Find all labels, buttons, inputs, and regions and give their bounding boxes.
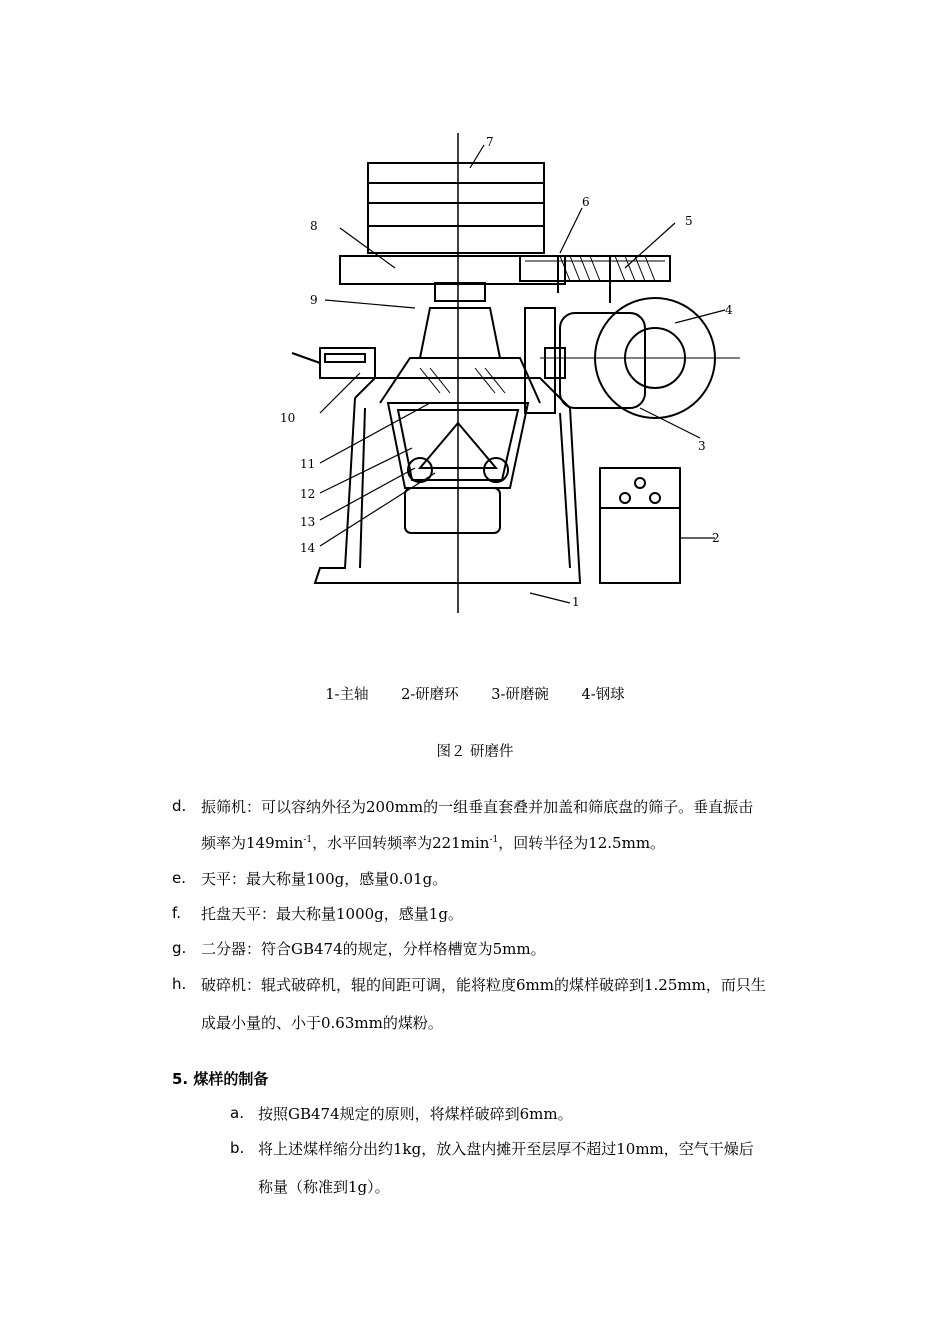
figure-label-3: 3 <box>698 439 706 453</box>
list-marker: b. <box>230 1139 245 1157</box>
legend-item: 1-主轴 <box>325 687 369 703</box>
list-item-line: 振筛机：可以容纳外径为200mm的一组垂直套叠并加盖和筛底盘的筛子。垂直振击 <box>201 798 754 816</box>
list-marker: a. <box>230 1104 244 1122</box>
text-segment: ，水平回转频率为221min <box>312 834 490 852</box>
figure-title: 图２ 研磨件 <box>436 744 514 760</box>
list-item-line: 称量（称准到1g）。 <box>258 1178 390 1196</box>
text-segment: 频率为149min <box>201 834 304 852</box>
figure-label-14: 14 <box>300 541 316 555</box>
list-item-line: 二分器：符合GB474的规定，分样格槽宽为5mm。 <box>201 940 546 958</box>
figure-label-1: 1 <box>572 595 580 609</box>
superscript: -1 <box>303 835 313 845</box>
list-item-line: 天平：最大称量100g，感量0.01g。 <box>201 870 448 888</box>
legend-item: 4-钢球 <box>581 687 625 703</box>
figure-label-4: 4 <box>725 303 733 317</box>
figure-label-5: 5 <box>685 214 693 228</box>
list-marker: g. <box>172 939 187 957</box>
list-item-line: 成最小量的、小于0.63mm的煤粉。 <box>201 1014 443 1032</box>
list-marker: d. <box>172 797 187 815</box>
figure-legend <box>0 683 950 704</box>
list-item-line: 将上述煤样缩分出约1kg，放入盘内摊开至层厚不超过10mm，空气干燥后 <box>258 1140 754 1158</box>
list-item-line: 托盘天平：最大称量1000g，感量1g。 <box>201 905 463 923</box>
section-heading <box>172 1068 268 1089</box>
figure-label-13: 13 <box>300 515 316 529</box>
list-marker: h. <box>172 975 187 993</box>
section-title: 煤样的制备 <box>193 1070 269 1088</box>
superscript: -1 <box>489 835 499 845</box>
figure-label-9: 9 <box>310 293 318 307</box>
figure-label-2: 2 <box>712 531 720 545</box>
apparatus-figure <box>270 128 740 618</box>
figure-label-7: 7 <box>486 135 494 149</box>
legend-item: 3-研磨碗 <box>491 687 549 703</box>
text-segment: ，回转半径为12.5mm。 <box>498 834 666 852</box>
list-marker: f. <box>172 904 181 922</box>
figure-label-6: 6 <box>582 195 590 209</box>
figure-label-8: 8 <box>310 219 318 233</box>
figure-label-12: 12 <box>300 487 316 501</box>
list-item-line: 按照GB474规定的原则，将煤样破碎到6mm。 <box>258 1105 573 1123</box>
list-marker: e. <box>172 869 186 887</box>
section-number: 5. <box>172 1070 189 1088</box>
figure-label-10: 10 <box>280 411 296 425</box>
legend-item: 2-研磨环 <box>401 687 459 703</box>
list-item-line: 破碎机：辊式破碎机，辊的间距可调，能将粒度6mm的煤样破碎到1.25mm，而只生 <box>201 976 766 994</box>
apparatus-drawing <box>270 128 740 618</box>
list-item-line <box>201 833 665 853</box>
figure-label-11: 11 <box>300 457 316 471</box>
